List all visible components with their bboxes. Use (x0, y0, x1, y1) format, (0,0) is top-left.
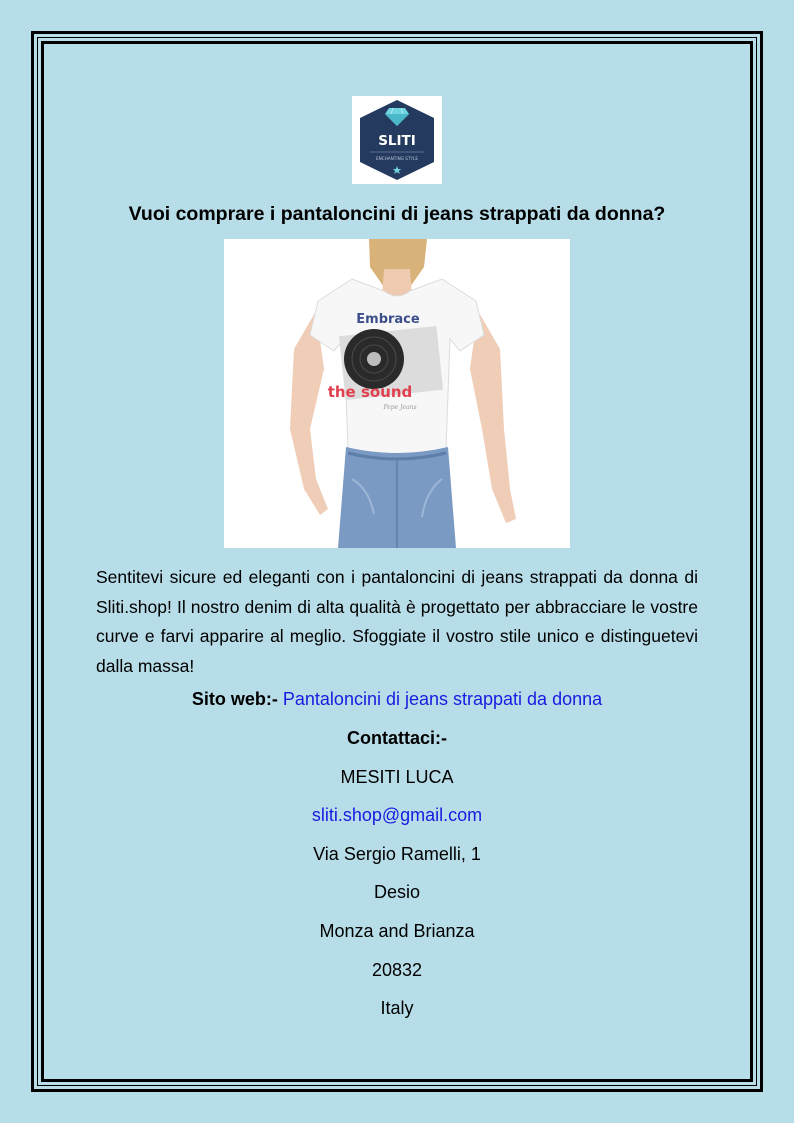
logo-text: SLITI (378, 133, 416, 149)
website-label: Sito web:- (191, 689, 278, 709)
logo-tagline: ENCHANTING STYLE (375, 156, 419, 161)
page-title: Vuoi comprare i pantaloncini di jeans strappati da donna? (128, 203, 666, 225)
product-description: Sentitevi sicure ed eleganti con i pantaloncini di jeans strappati da donna di Sliti.shop! Il nostro denim di alta qualità è progettato per abbracciare le vostre curve e farvi apparire al meglio. Sfoggiate il vostro stile unico e distinguetevi dalla massa! (96, 567, 698, 676)
sliti-logo (352, 96, 442, 184)
contact-email-link[interactable]: sliti.shop@gmail.com (311, 805, 483, 825)
shirt-print-line1: Embrace (356, 312, 420, 327)
contact-country: Italy (380, 998, 414, 1018)
contact-name: MESITI LUCA (340, 767, 454, 787)
contact-street: Via Sergio Ramelli, 1 (313, 844, 481, 864)
shirt-print-signature: Pepe Jeans (383, 404, 417, 411)
contact-heading: Contattaci:- (347, 728, 447, 748)
contact-city: Desio (373, 882, 421, 902)
product-illustration (224, 239, 570, 548)
logo-graphic (352, 96, 442, 184)
shirt-print-line2: the sound (327, 383, 413, 401)
contact-postcode: 20832 (371, 960, 423, 980)
product-photo (224, 239, 570, 548)
website-line (60, 686, 734, 712)
contact-province: Monza and Brianza (319, 921, 475, 941)
website-link[interactable]: Pantaloncini di jeans strappati da donna (282, 689, 603, 709)
